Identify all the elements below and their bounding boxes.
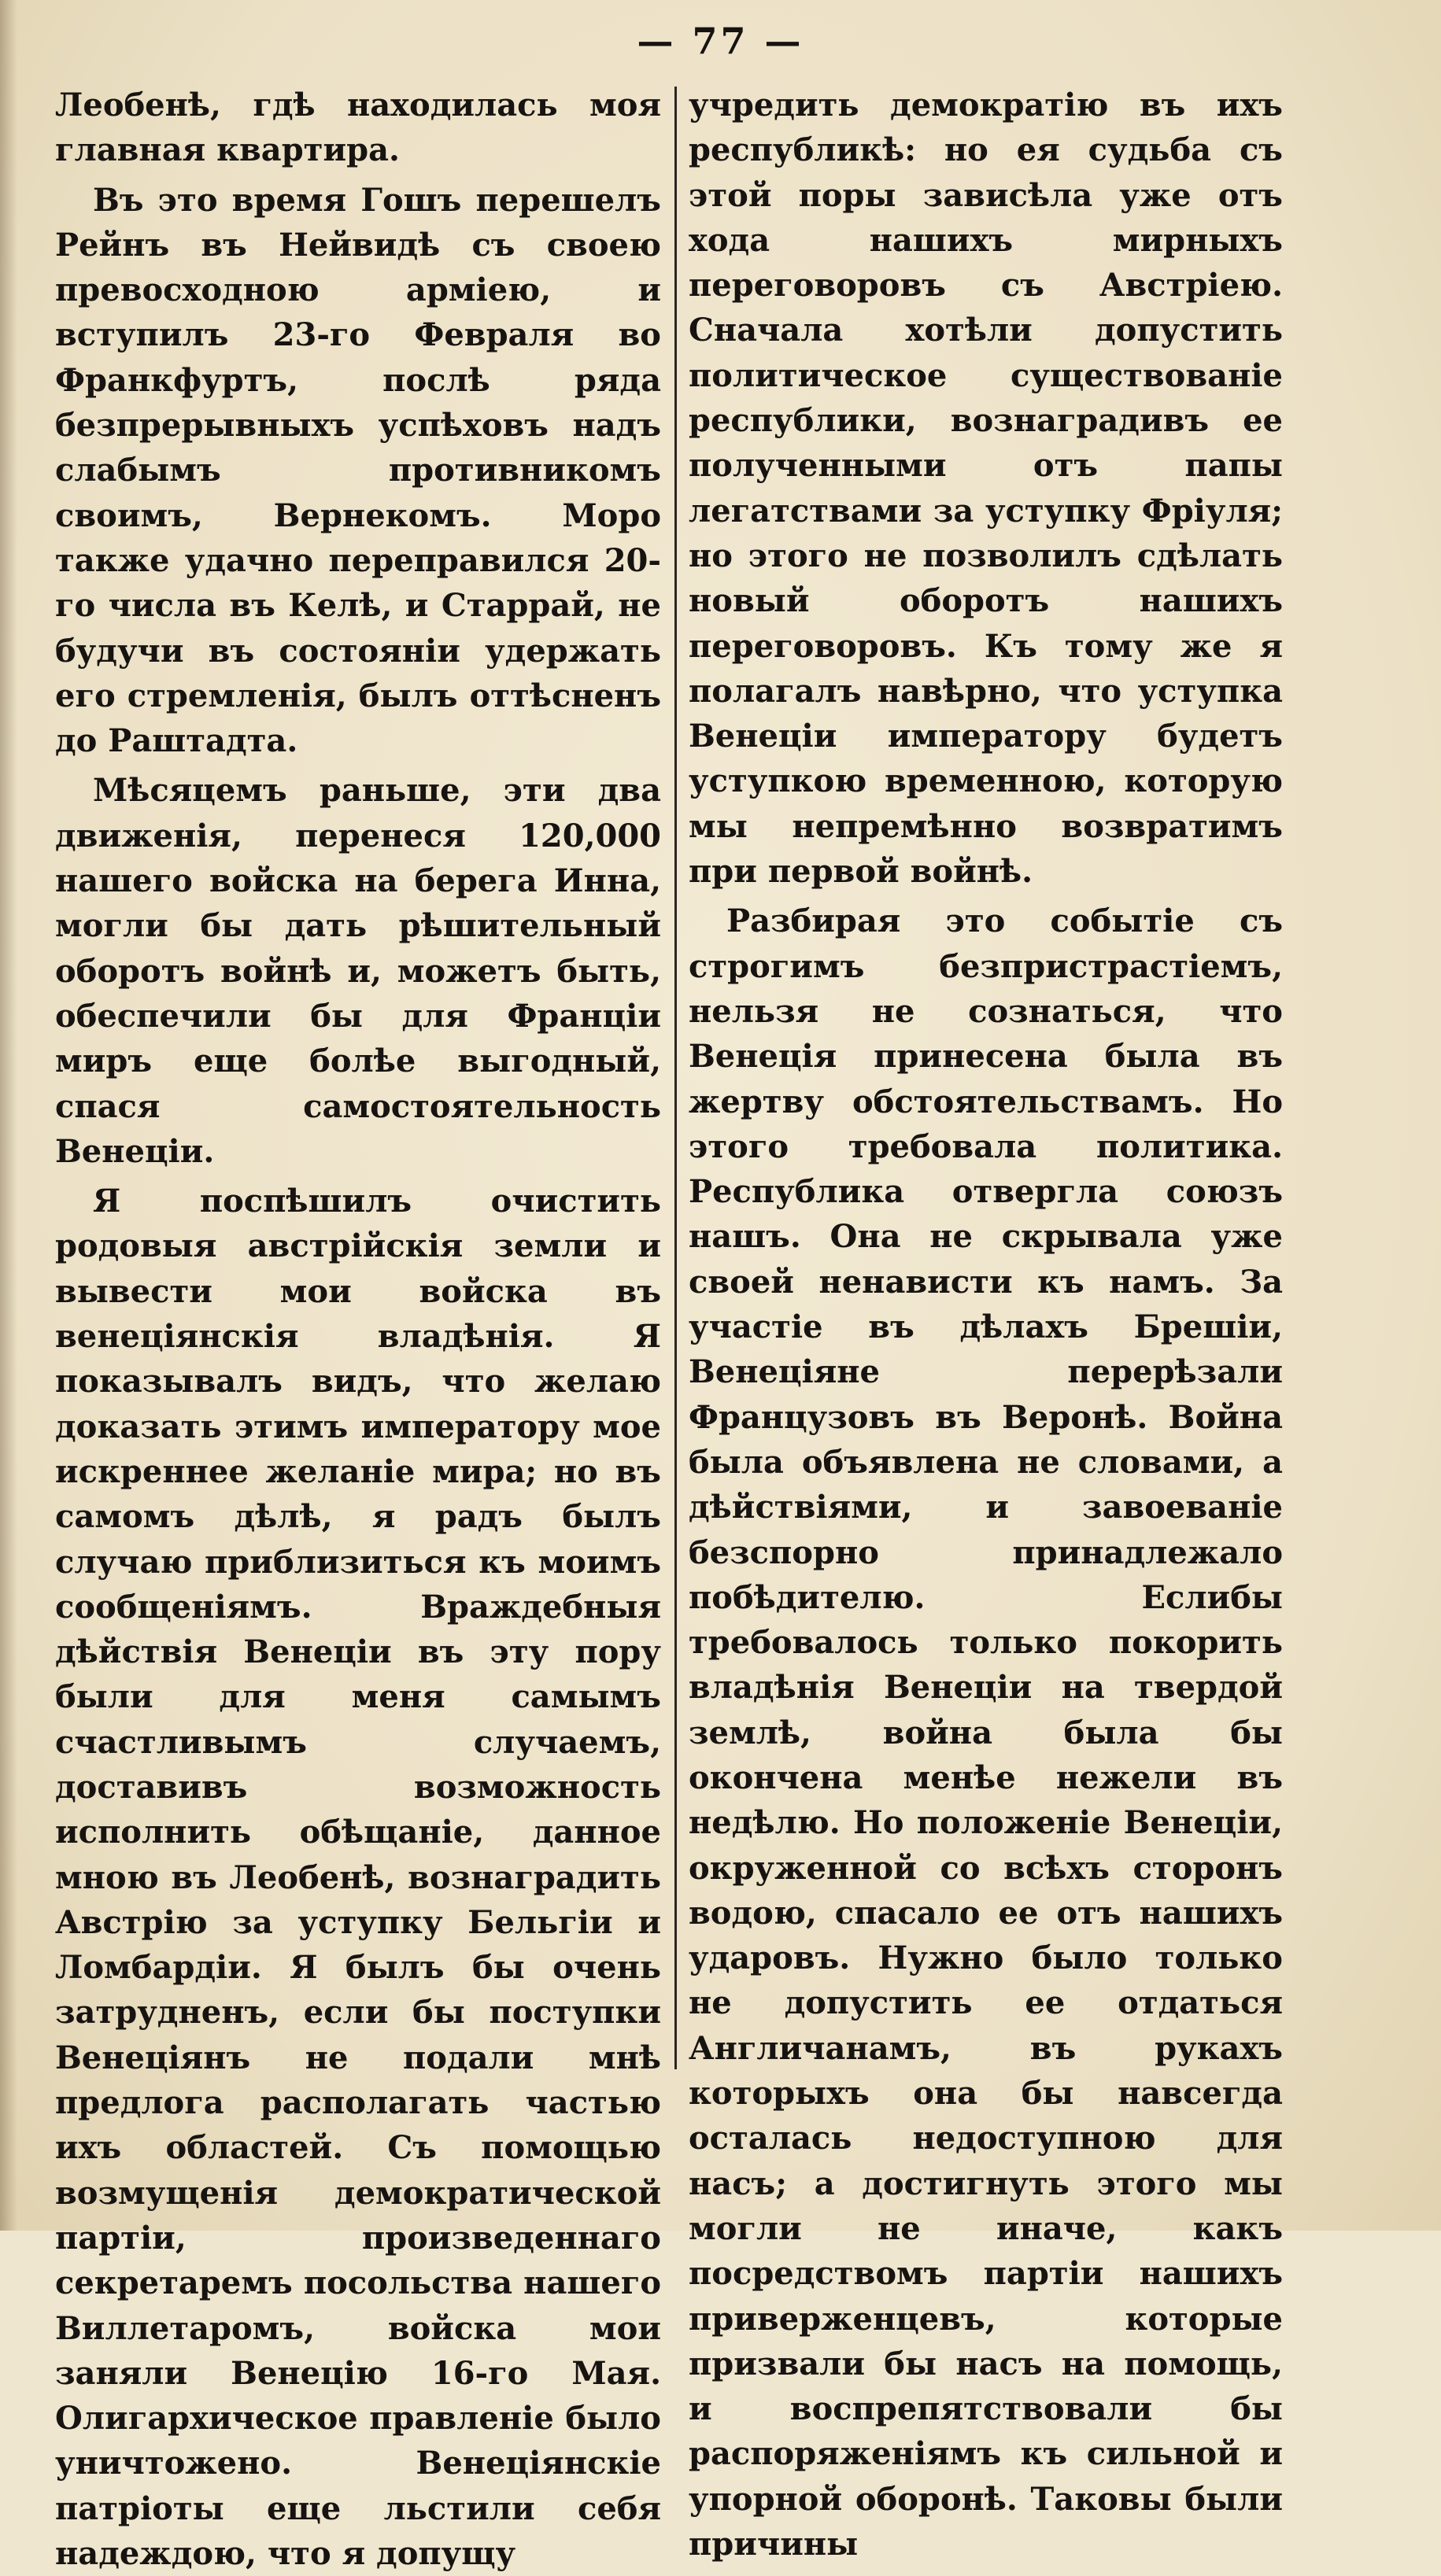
left-column: [55, 83, 661, 2576]
column-divider: [674, 87, 677, 2069]
right-paragraph-continuation: учредить демократію въ ихъ республикѣ: но ея судьба съ этой поры зависѣла уже отъ хода нашихъ мирныхъ переговоровъ съ Австріею. Сначала хотѣли допустить политическое существованіе республики, вознаградивъ ее полученными отъ папы легатствами за уступку Фріуля; но этого не позволилъ сдѣлать новый оборотъ нашихъ переговоровъ. Къ тому же я полагалъ навѣрно, что уступка Венеціи императору будетъ уступкою временною, которую мы непремѣнно возвратимъ при первой войнѣ.: [689, 87, 1283, 891]
right-column: [689, 83, 1283, 2567]
left-paragraph: Я поспѣшилъ очистить родовыя австрійскія земли и вывести мои войска въ венеціянскія владѣнія. Я показывалъ видъ, что желаю доказать этимъ императору мое искреннее желаніе мира; но въ самомъ дѣлѣ, я радъ былъ случаю приблизиться къ моимъ сообщеніямъ. Враждебныя дѣйствія Венеціи въ эту пору были для меня самымъ счастливымъ случаемъ, доставивъ возможность исполнить обѣщаніе, данное мною въ Леобенѣ, вознаградить Австрію за уступку Бельгіи и Ломбардіи. Я былъ бы очень затрудненъ, если бы поступки Венеціянъ не подали мнѣ предлога располагать частью ихъ областей. Съ помощью возмущенія демократической партіи, произведеннаго секретаремъ посольства нашего Виллетаромъ, войска мои заняли Венецію 16-го Мая. Олигархическое правленіе было уничтожено. Венеціянскіе патріоты еще льстили себя надеждою, что я допущу: [55, 1183, 661, 2573]
right-paragraph: Разбирая это событіе съ строгимъ безпристрастіемъ, нельзя не сознаться, что Венеція принесена была въ жертву обстоятельствамъ. Но этого требовала политика. Республика отвергла союзъ нашъ. Она не скрывала уже своей ненависти къ намъ. За участіе въ дѣлахъ Брешіи, Венеціяне перерѣзали Французовъ въ Веронѣ. Война была объявлена не словами, а дѣйствіями, и завоеваніе безспорно принадлежало побѣдителю. Еслибы требовалось только покорить владѣнія Венеціи на твердой землѣ, война была бы окончена менѣе нежели въ недѣлю. Но положеніе Венеціи, окруженной со всѣхъ сторонъ водою, спасало ее отъ нашихъ ударовъ. Нужно было только не допустить ее отдаться Англичанамъ, въ рукахъ которыхъ она бы навсегда осталась недоступною для насъ; а достигнуть этого мы могли не иначе, какъ посредствомъ партіи нашихъ приверженцевъ, которые призвали бы насъ на помощь, и воспрепятствовали бы распоряженіямъ къ сильной и упорной оборонѣ. Таковы были причины: [689, 902, 1283, 2563]
left-paragraph: Мѣсяцемъ раньше, эти два движенія, перенеся 120,000 нашего войска на берега Инна, могли бы дать рѣшительный оборотъ войнѣ и, можетъ быть, обеспечили бы для Франціи миръ еще болѣе выгодный, спася самостоятельность Венеціи.: [55, 772, 661, 1170]
left-paragraph: Въ это время Гошъ перешелъ Рейнъ въ Нейвидѣ съ своею превосходною арміею, и вступилъ 23-го Февраля во Франкфуртъ, послѣ ряда безпрерывныхъ успѣховъ надъ слабымъ противникомъ своимъ, Вернекомъ. Моро также удачно переправился 20-го числа въ Келѣ, и Старрай, не будучи въ состояніи удержать его стремленія, былъ оттѣсненъ до Раштадта.: [55, 181, 661, 760]
left-paragraph-continuation: Леобенѣ, гдѣ находилась моя главная квартира.: [55, 87, 661, 169]
page-spine-shadow: [0, 0, 17, 2231]
page-number: — 77 —: [637, 20, 804, 62]
